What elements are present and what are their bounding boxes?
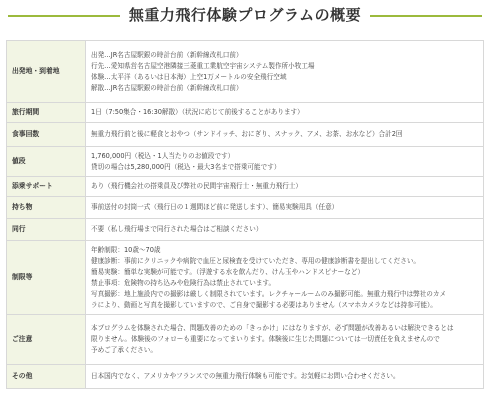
row-value	[86, 123, 484, 147]
value-line: 日本国内でなく、アメリカやフランスでの無重力飛行体験も可能です。お気軽にお問い合わせください。	[91, 372, 400, 380]
row-label: 出発地・到着地	[7, 41, 86, 103]
table-row	[7, 103, 484, 123]
value-line: 無重力飛行前と後に軽食とおやつ（サンドイッチ、おにぎり、スナック、アメ、お茶、お水など）合計2回	[91, 130, 403, 138]
value-line: 予めご了承ください。	[91, 346, 157, 354]
row-value	[86, 41, 484, 103]
value-line: 限りません。体験後のフォローも重要になってまいります。体験後に生じた問題については一切責任を負えませんので	[91, 335, 440, 343]
row-label: 持ち物	[7, 197, 86, 219]
program-table-body	[7, 41, 484, 389]
page-title: 無重力飛行体験プログラムの概要	[128, 6, 362, 24]
row-value	[86, 103, 484, 123]
value-line: 1,760,000円（税込・1人当たりのお値段です）	[91, 151, 235, 160]
value-line: 貸切の場合は5,280,000円（税込・最大3名まで搭乗可能です）	[91, 162, 281, 171]
value-line: 年齢制限：10歳～70歳	[91, 245, 161, 254]
table-row	[7, 177, 484, 197]
row-label: 食事回数	[7, 123, 86, 147]
value-line: 解散…JR名古屋駅銀の時計台前（新幹線改札口前）	[91, 83, 243, 92]
table-row	[7, 123, 484, 147]
row-value	[86, 197, 484, 219]
value-line: 簡易実験：簡単な実験が可能です。（浮遊する水を飲んだり、けん玉やハンドスピナーなど）	[91, 267, 365, 276]
value-line: 行先…愛知県営名古屋空港隣接三菱重工業航空宇宙システム製作所小牧工場	[91, 61, 315, 70]
table-row	[7, 147, 484, 177]
row-label: 同行	[7, 219, 86, 241]
value-line: 健康診断：事前にクリニックや病院で血圧と尿検査を受けていただき、専用の健康診断書を提出してください。	[91, 256, 421, 265]
row-label: その他	[7, 365, 86, 389]
row-value	[86, 241, 484, 315]
value-line: 1日（7:50集合・16:30解散）（状況に応じて前後することがあります）	[91, 108, 304, 116]
value-line: 写真撮影：地上施設内での撮影は厳しく制限されています。レクチャールームのみ撮影可能。無重力飛行中は弊社のカメ	[91, 289, 447, 298]
row-label: 添乗サポート	[7, 177, 86, 197]
row-label: 制限等	[7, 241, 86, 315]
row-value	[86, 365, 484, 389]
table-row	[7, 365, 484, 389]
value-line: 出発…JR名古屋駅銀の時計台前（新幹線改札口前）	[91, 50, 243, 59]
value-line: あり（飛行機会社の搭乗員及び弊社の民間宇宙飛行士・無重力飛行士）	[91, 182, 302, 190]
row-label: 旅行期間	[7, 103, 86, 123]
page-header	[0, 0, 490, 34]
value-line: 本プログラムを体験された場合、問題改善のための「きっかけ」にはなりますが、必ず問題が改善あるいは解決できるとは	[91, 324, 454, 332]
row-value	[86, 219, 484, 241]
value-line: ラにより、動画と写真を撮影していますので、ご自身で撮影する必要はありません（スマホカメラなどは持参可能）。	[91, 300, 437, 309]
table-row	[7, 315, 484, 365]
program-overview-table	[6, 40, 484, 389]
row-label: ご注意	[7, 315, 86, 365]
title-rule-right	[370, 15, 482, 17]
table-row	[7, 241, 484, 315]
value-line: 禁止事項：危険物の持ち込みや危険行為は禁止されています。	[91, 278, 276, 287]
table-row	[7, 197, 484, 219]
row-value	[86, 177, 484, 197]
row-value	[86, 147, 484, 177]
table-row	[7, 41, 484, 103]
table-row	[7, 219, 484, 241]
value-line: 体験…太平洋（あるいは日本海）上空1万メートルの安全飛行空域	[91, 72, 287, 81]
row-value	[86, 315, 484, 365]
row-label: 値段	[7, 147, 86, 177]
value-line: 不要（私し飛行場まで同行された場合はご相談ください）	[91, 225, 263, 233]
value-line: 事前送付の封筒一式（飛行日の１週間ほど前に発送します）、簡易実験用具（任意）	[91, 203, 339, 211]
